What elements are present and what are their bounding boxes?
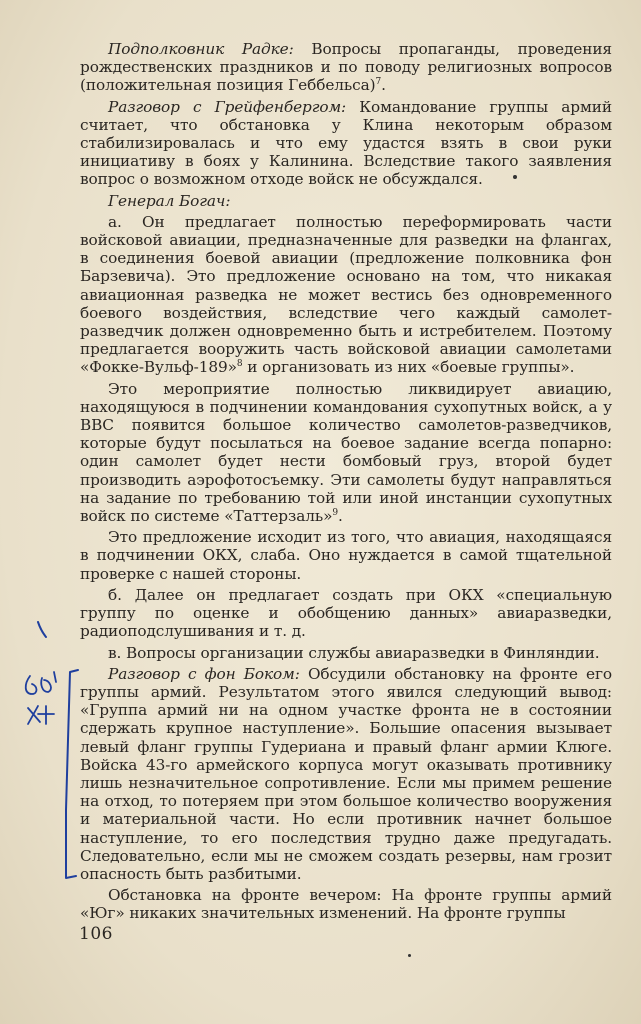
ink-dot <box>408 954 411 957</box>
paragraph-text: Обсудили обстановку на фронте его группы армий. Результатом этого явился следующий вывод: «Группа армий ни на одном участке фронта не в состоянии сдержать крупное наступление». Большие опасения вызывает левый фланг группы Гудериана и правый фланг армии Клюге. Войска 43-го армейского корпуса могут оказывать противнику лишь незначительное сопротивление. Если мы примем решение на отход, то потеряем при этом большое количество вооружения и материальной части. Но если противник начнет большое наступление, то его последствия трудно даже предугадать. Следовательно, если мы не сможем создать резервы, нам грозит опасность быть разбитыми. <box>80 664 613 883</box>
pen-scribble-mark <box>16 668 66 738</box>
paragraph-okh-weak <box>80 528 612 583</box>
footnote-marker: 7 <box>375 77 382 88</box>
paragraph-lead: Генерал Богач: <box>108 191 231 210</box>
paragraph-bogatsch-heading <box>80 192 612 210</box>
page-number: 106 <box>79 924 113 944</box>
paragraph-evening-situation <box>80 886 612 922</box>
paragraph-greifenberg <box>80 98 612 189</box>
paragraph-lead: Подполковник Радке: <box>108 40 294 58</box>
paragraph-lead: Разговор с фон Боком: <box>108 664 300 683</box>
paragraph-text: Командование группы армий считает, что обстановка у Клина некоторым образом стабилизировалась и что ему удастся взять в свои руки инициативу в боях у Калинина. Вследствие такого заявления вопрос о возможном отходе войск не обсуждался. <box>80 97 612 189</box>
page-body <box>80 40 612 926</box>
ink-dot <box>513 175 517 179</box>
paragraph-radke <box>80 40 612 95</box>
paragraph-point-c <box>80 644 612 662</box>
footnote-marker: 9 <box>332 507 338 518</box>
paragraph-von-bock <box>80 665 612 883</box>
paragraph-measure <box>80 380 612 526</box>
paragraph-point-a <box>80 213 612 377</box>
paragraph-text: Это предложение исходит из того, что авиация, находящаяся в подчинении ОКХ, слаба. Оно нуждается в самой тщательной проверке с нашей стороны. <box>80 528 612 583</box>
paragraph-text: б. Далее он предлагает создать при ОКХ «специальную группу по оценке и обобщению данных» авиаразведки, радиоподслушивания и т. д. <box>80 585 612 641</box>
pen-bracket-mark <box>26 610 86 890</box>
paragraph-tail: и организовать из них «боевые группы». <box>242 358 575 377</box>
paragraph-text: в. Вопросы организации службы авиаразведки в Финляндии. <box>108 643 600 662</box>
paragraph-text: Обстановка на фронте вечером: На фронте группы армий «Юг» никаких значительных изменений. На фронте группы <box>80 886 612 923</box>
paragraph-tail: . <box>338 507 343 526</box>
paragraph-text: Это мероприятие полностью ликвидирует авиацию, находящуюся в подчинении командования сухопутных войск, а у ВВС появится большое количество самолетов-разведчиков, которые будут посылаться на боевое задание всегда попарно: один самолет будет нести бомбовый груз, второй будет производить аэрофотосъемку. Эти самолеты будут направляться на задание по требованию той или иной инстанции сухопутных войск по системе «Таттерзаль» <box>80 379 612 526</box>
paragraph-lead: Разговор с Грейфенбергом: <box>108 97 347 116</box>
paragraph-tail: . <box>381 76 386 95</box>
paragraph-text: Вопросы пропаганды, проведения рождественских праздников и по поводу религиозных вопросов (положительная позиция Геббельса) <box>80 40 612 95</box>
paragraph-point-b <box>80 586 612 641</box>
footnote-marker: 8 <box>236 359 243 370</box>
paragraph-text: а. Он предлагает полностью переформировать части войсковой авиации, предназначенные для разведки на флангах, в соединения боевой авиации (предложение полковника фон Барзевича). Это предложение основано на том, что никакая авиационная разведка не может вестись без одновременного боевого воздействия, вследствие чего каждый самолет-разведчик должен одновременно быть и истребителем. Поэтому предлагается вооружить часть войсковой авиации самолетами «Фокке-Вульф-189» <box>80 212 612 377</box>
